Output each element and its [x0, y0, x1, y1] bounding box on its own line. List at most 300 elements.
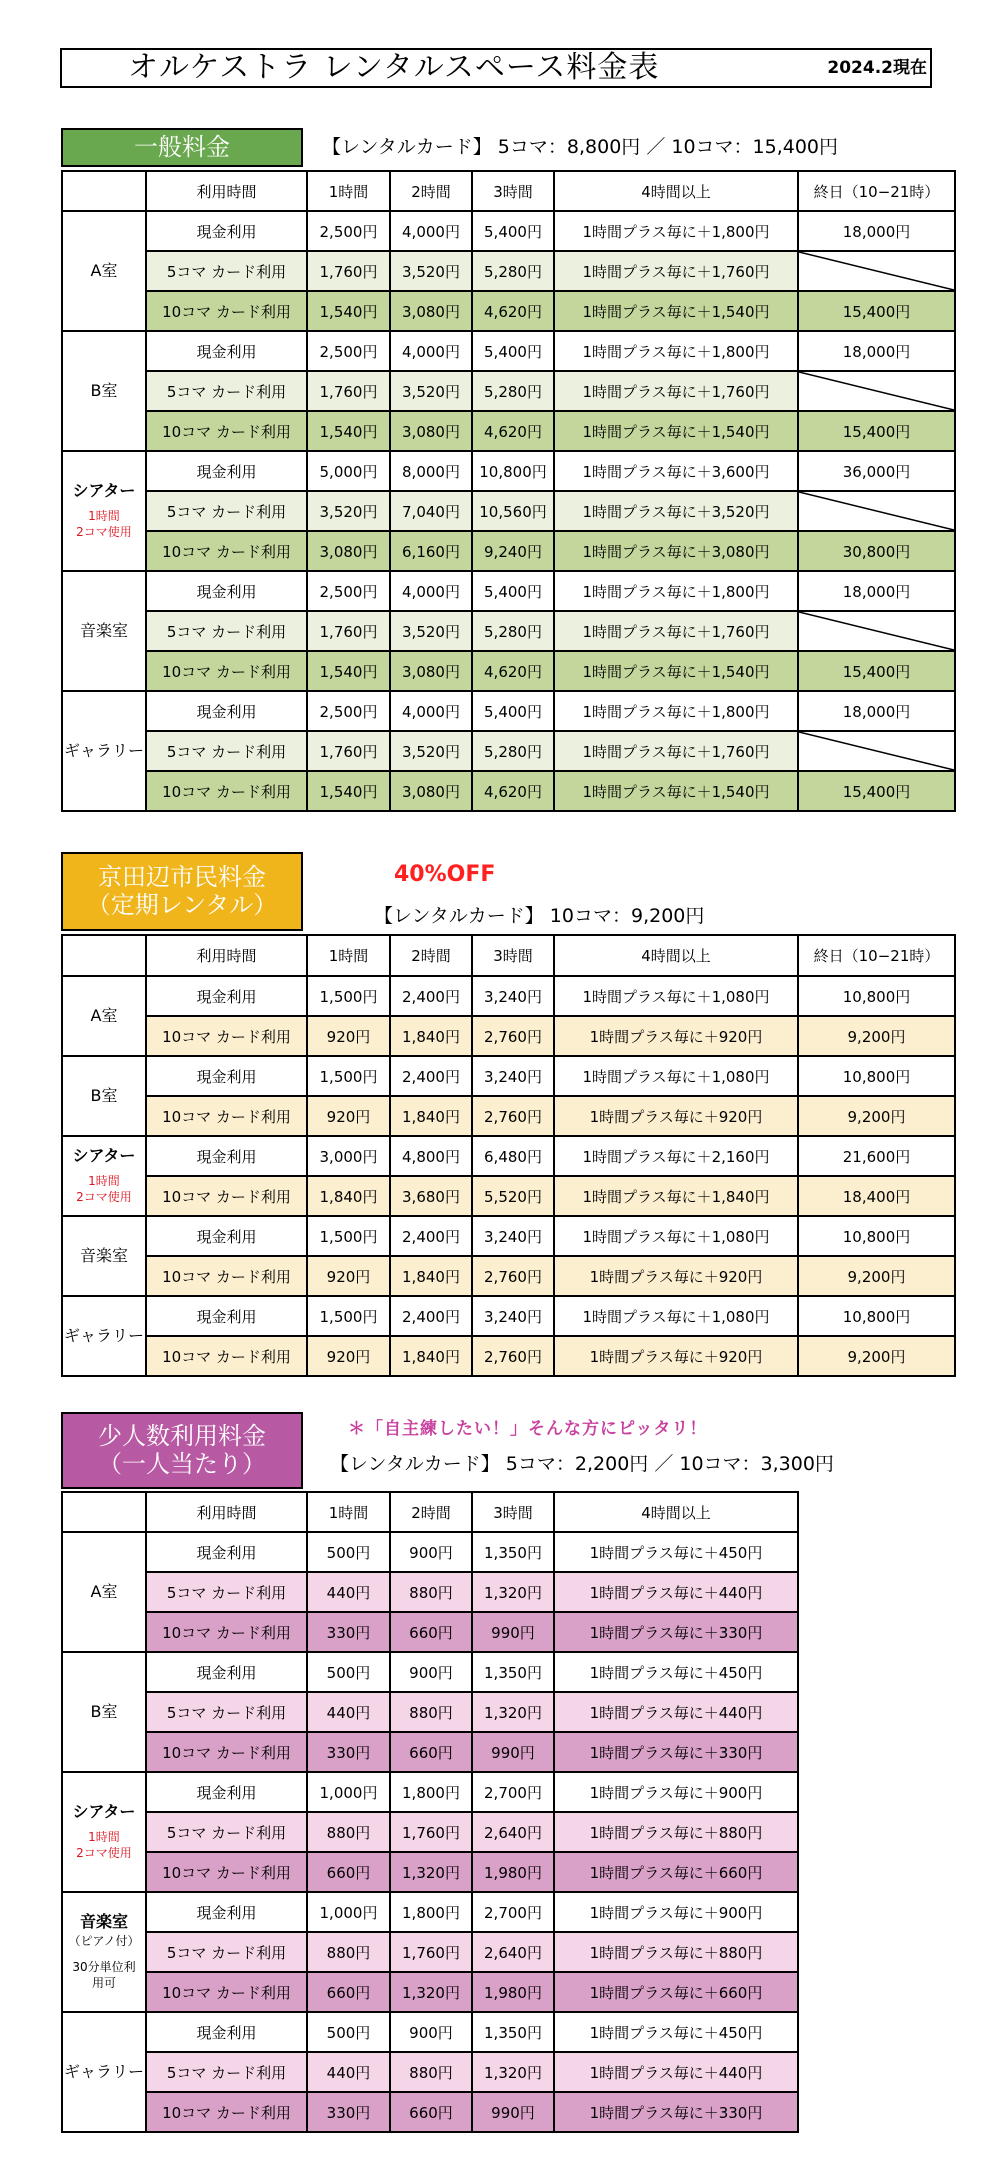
usage-type-cell: 10コマ カード利用	[146, 1852, 307, 1892]
price-cell: 990円	[472, 2092, 554, 2132]
price-cell: 1,320円	[472, 1572, 554, 1612]
usage-type-cell: 10コマ カード利用	[146, 1096, 307, 1136]
citizen-tag-line2: （定期レンタル）	[86, 890, 278, 919]
price-cell: 1時間プラス毎に＋1,840円	[554, 1176, 798, 1216]
room-name: 音楽室	[79, 1912, 128, 1932]
usage-type-cell: 現金利用	[146, 571, 307, 611]
price-cell: 3,240円	[472, 1056, 554, 1096]
price-cell: 1,840円	[307, 1176, 390, 1216]
usage-type-cell: 5コマ カード利用	[146, 1812, 307, 1852]
citizen-tag	[61, 852, 303, 931]
price-cell: 3,080円	[307, 531, 390, 571]
header-row	[62, 171, 955, 211]
price-cell: 1,760円	[307, 731, 390, 771]
small-tag	[61, 1412, 303, 1489]
usage-type-cell: 5コマ カード利用	[146, 1932, 307, 1972]
price-cell: 1時間プラス毎に＋900円	[554, 1772, 798, 1812]
price-cell: 330円	[307, 2092, 390, 2132]
price-cell: 3,080円	[390, 291, 472, 331]
table-row	[62, 976, 955, 1016]
date-label: 2024.2現在	[827, 58, 927, 78]
all-day-price-cell: 15,400円	[798, 651, 955, 691]
price-cell: 1時間プラス毎に＋440円	[554, 2052, 798, 2092]
price-cell: 440円	[307, 1572, 390, 1612]
usage-type-cell: 現金利用	[146, 1136, 307, 1176]
column-header: 3時間	[472, 935, 554, 976]
table-row	[62, 531, 955, 571]
room-name: シアター	[72, 1802, 136, 1822]
table-row	[62, 1336, 955, 1376]
room-name-cell	[62, 451, 146, 571]
price-cell: 5,400円	[472, 571, 554, 611]
room-subtitle: （ピアノ付）	[68, 1934, 140, 1949]
price-cell: 880円	[390, 1572, 472, 1612]
price-cell: 2,640円	[472, 1812, 554, 1852]
citizen-tag-line1: 京田辺市民料金	[98, 862, 266, 891]
price-cell: 2,760円	[472, 1336, 554, 1376]
price-cell: 3,520円	[390, 371, 472, 411]
all-day-not-available-cell	[798, 731, 955, 771]
price-cell: 4,000円	[390, 331, 472, 371]
price-cell: 1時間プラス毎に＋450円	[554, 2012, 798, 2052]
column-header: 4時間以上	[554, 1492, 798, 1532]
price-cell: 1時間プラス毎に＋330円	[554, 2092, 798, 2132]
price-cell: 2,760円	[472, 1016, 554, 1056]
price-cell: 2,640円	[472, 1932, 554, 1972]
price-cell: 1時間プラス毎に＋3,600円	[554, 451, 798, 491]
room-name-cell	[62, 571, 146, 691]
price-cell: 1,320円	[472, 2052, 554, 2092]
header-blank	[62, 935, 146, 976]
table-row	[62, 1972, 798, 2012]
price-cell: 1時間プラス毎に＋1,080円	[554, 976, 798, 1016]
room-name-cell	[62, 1892, 146, 2012]
price-cell: 3,520円	[390, 251, 472, 291]
price-cell: 1時間プラス毎に＋330円	[554, 1732, 798, 1772]
price-cell: 5,000円	[307, 451, 390, 491]
price-cell: 2,400円	[390, 1216, 472, 1256]
column-header: 2時間	[390, 171, 472, 211]
price-cell: 1時間プラス毎に＋1,540円	[554, 291, 798, 331]
all-day-price-cell: 15,400円	[798, 291, 955, 331]
room-name: B室	[90, 380, 118, 400]
price-cell: 1時間プラス毎に＋3,520円	[554, 491, 798, 531]
price-cell: 440円	[307, 2052, 390, 2092]
room-note: 1時間 2コマ使用	[76, 1830, 132, 1861]
table-row	[62, 1852, 798, 1892]
usage-type-cell: 10コマ カード利用	[146, 1336, 307, 1376]
table-row	[62, 1892, 798, 1932]
table-row	[62, 491, 955, 531]
table-row	[62, 1176, 955, 1216]
price-cell: 3,080円	[390, 771, 472, 811]
room-name: 音楽室	[79, 620, 128, 640]
citizen-card-line: 【レンタルカード】 10コマ：9,200円	[374, 905, 705, 927]
price-cell: 2,500円	[307, 211, 390, 251]
room-name-cell	[62, 1056, 146, 1136]
column-header: 1時間	[307, 171, 390, 211]
price-cell: 1時間プラス毎に＋1,760円	[554, 251, 798, 291]
all-day-price-cell: 21,600円	[798, 1136, 955, 1176]
usage-type-cell: 現金利用	[146, 2012, 307, 2052]
general-tag-label: 一般料金	[134, 132, 230, 161]
price-cell: 1時間プラス毎に＋1,800円	[554, 331, 798, 371]
price-cell: 1,350円	[472, 1532, 554, 1572]
table-row	[62, 1096, 955, 1136]
discount-label: 40%OFF	[394, 862, 496, 887]
price-cell: 1時間プラス毎に＋1,760円	[554, 731, 798, 771]
usage-type-cell: 10コマ カード利用	[146, 1176, 307, 1216]
table-row	[62, 2012, 798, 2052]
price-cell: 660円	[307, 1972, 390, 2012]
price-cell: 1時間プラス毎に＋450円	[554, 1652, 798, 1692]
price-cell: 1時間プラス毎に＋450円	[554, 1532, 798, 1572]
price-cell: 3,240円	[472, 1296, 554, 1336]
price-cell: 5,520円	[472, 1176, 554, 1216]
price-cell: 880円	[307, 1812, 390, 1852]
all-day-price-cell: 9,200円	[798, 1016, 955, 1056]
price-cell: 7,040円	[390, 491, 472, 531]
room-name: A室	[90, 260, 118, 280]
price-cell: 900円	[390, 1652, 472, 1692]
price-cell: 1,540円	[307, 291, 390, 331]
price-cell: 1時間プラス毎に＋660円	[554, 1972, 798, 2012]
column-header: 利用時間	[146, 935, 307, 976]
price-cell: 2,700円	[472, 1772, 554, 1812]
all-day-not-available-cell	[798, 251, 955, 291]
price-cell: 1,840円	[390, 1016, 472, 1056]
price-cell: 1,760円	[390, 1812, 472, 1852]
price-cell: 1時間プラス毎に＋1,760円	[554, 611, 798, 651]
table-row	[62, 731, 955, 771]
table-row	[62, 331, 955, 371]
price-cell: 5,280円	[472, 251, 554, 291]
price-cell: 2,760円	[472, 1256, 554, 1296]
table-row	[62, 291, 955, 331]
price-cell: 1時間プラス毎に＋920円	[554, 1096, 798, 1136]
usage-type-cell: 10コマ カード利用	[146, 411, 307, 451]
usage-type-cell: 5コマ カード利用	[146, 611, 307, 651]
price-cell: 2,400円	[390, 1296, 472, 1336]
price-cell: 3,000円	[307, 1136, 390, 1176]
price-cell: 660円	[390, 2092, 472, 2132]
room-name: 音楽室	[79, 1245, 128, 1265]
room-name: シアター	[72, 1146, 136, 1166]
usage-type-cell: 10コマ カード利用	[146, 531, 307, 571]
usage-type-cell: 現金利用	[146, 1056, 307, 1096]
table-row	[62, 1692, 798, 1732]
room-name-cell	[62, 976, 146, 1056]
citizen-table	[61, 934, 956, 1377]
price-cell: 1,800円	[390, 1772, 472, 1812]
price-cell: 1時間プラス毎に＋330円	[554, 1612, 798, 1652]
price-cell: 1,540円	[307, 411, 390, 451]
page-title: オルケストラ レンタルスペース料金表	[128, 50, 660, 85]
price-cell: 1時間プラス毎に＋880円	[554, 1932, 798, 1972]
usage-type-cell: 5コマ カード利用	[146, 731, 307, 771]
usage-type-cell: 10コマ カード利用	[146, 1016, 307, 1056]
price-cell: 3,520円	[390, 731, 472, 771]
price-cell: 10,800円	[472, 451, 554, 491]
room-name: ギャラリー	[63, 740, 144, 760]
room-name: シアター	[72, 481, 136, 501]
price-cell: 5,400円	[472, 331, 554, 371]
price-cell: 660円	[390, 1612, 472, 1652]
usage-type-cell: 10コマ カード利用	[146, 1256, 307, 1296]
table-row	[62, 211, 955, 251]
price-cell: 1,320円	[390, 1972, 472, 2012]
price-cell: 10,560円	[472, 491, 554, 531]
price-cell: 1時間プラス毎に＋1,080円	[554, 1216, 798, 1256]
room-name: ギャラリー	[63, 2061, 144, 2081]
price-cell: 1,350円	[472, 1652, 554, 1692]
table-row	[62, 1256, 955, 1296]
table-row	[62, 1532, 798, 1572]
price-cell: 4,000円	[390, 691, 472, 731]
price-cell: 1時間プラス毎に＋900円	[554, 1892, 798, 1932]
usage-type-cell: 10コマ カード利用	[146, 291, 307, 331]
price-cell: 440円	[307, 1692, 390, 1732]
room-name-cell	[62, 1296, 146, 1376]
column-header: 3時間	[472, 1492, 554, 1532]
all-day-price-cell: 15,400円	[798, 411, 955, 451]
usage-type-cell: 10コマ カード利用	[146, 2092, 307, 2132]
table-row	[62, 691, 955, 731]
price-cell: 1時間プラス毎に＋2,160円	[554, 1136, 798, 1176]
price-cell: 5,280円	[472, 611, 554, 651]
price-cell: 330円	[307, 1732, 390, 1772]
table-row	[62, 251, 955, 291]
price-cell: 2,500円	[307, 571, 390, 611]
price-cell: 1時間プラス毎に＋920円	[554, 1016, 798, 1056]
price-cell: 500円	[307, 1532, 390, 1572]
price-cell: 5,400円	[472, 691, 554, 731]
price-cell: 1,840円	[390, 1336, 472, 1376]
small-card-line: 【レンタルカード】 5コマ：2,200円 ／ 10コマ：3,300円	[330, 1453, 834, 1475]
room-name-cell	[62, 1216, 146, 1296]
price-cell: 1時間プラス毎に＋1,540円	[554, 651, 798, 691]
usage-type-cell: 現金利用	[146, 1216, 307, 1256]
price-cell: 1,540円	[307, 651, 390, 691]
price-cell: 2,760円	[472, 1096, 554, 1136]
usage-type-cell: 10コマ カード利用	[146, 771, 307, 811]
price-cell: 1時間プラス毎に＋880円	[554, 1812, 798, 1852]
price-cell: 1時間プラス毎に＋1,540円	[554, 411, 798, 451]
table-row	[62, 1056, 955, 1096]
price-cell: 6,160円	[390, 531, 472, 571]
general-tag	[61, 128, 303, 167]
table-row	[62, 1772, 798, 1812]
all-day-price-cell: 10,800円	[798, 1296, 955, 1336]
usage-type-cell: 現金利用	[146, 211, 307, 251]
price-cell: 2,700円	[472, 1892, 554, 1932]
price-cell: 1時間プラス毎に＋1,540円	[554, 771, 798, 811]
price-cell: 1,760円	[307, 251, 390, 291]
usage-type-cell: 5コマ カード利用	[146, 251, 307, 291]
price-cell: 1,000円	[307, 1772, 390, 1812]
header-blank	[62, 171, 146, 211]
table-row	[62, 2092, 798, 2132]
price-cell: 1時間プラス毎に＋440円	[554, 1692, 798, 1732]
column-header: 利用時間	[146, 171, 307, 211]
small-table	[61, 1491, 799, 2133]
general-table	[61, 170, 956, 812]
room-name: B室	[90, 1085, 118, 1105]
price-cell: 1,500円	[307, 1296, 390, 1336]
price-cell: 4,620円	[472, 771, 554, 811]
price-cell: 9,240円	[472, 531, 554, 571]
price-cell: 900円	[390, 2012, 472, 2052]
usage-type-cell: 10コマ カード利用	[146, 1732, 307, 1772]
all-day-not-available-cell	[798, 611, 955, 651]
usage-type-cell: 5コマ カード利用	[146, 1692, 307, 1732]
all-day-price-cell: 18,400円	[798, 1176, 955, 1216]
price-cell: 920円	[307, 1016, 390, 1056]
all-day-price-cell: 10,800円	[798, 1056, 955, 1096]
price-cell: 1時間プラス毎に＋920円	[554, 1336, 798, 1376]
all-day-price-cell: 9,200円	[798, 1336, 955, 1376]
all-day-not-available-cell	[798, 491, 955, 531]
all-day-price-cell: 36,000円	[798, 451, 955, 491]
price-cell: 1,980円	[472, 1972, 554, 2012]
room-name-cell	[62, 1136, 146, 1216]
room-name-cell	[62, 211, 146, 331]
table-row	[62, 1932, 798, 1972]
column-header: 3時間	[472, 171, 554, 211]
room-name-cell	[62, 1652, 146, 1772]
price-cell: 1,760円	[307, 611, 390, 651]
price-cell: 3,520円	[307, 491, 390, 531]
table-row	[62, 371, 955, 411]
price-cell: 2,400円	[390, 976, 472, 1016]
price-cell: 1,500円	[307, 1216, 390, 1256]
room-name-cell	[62, 331, 146, 451]
price-cell: 4,620円	[472, 291, 554, 331]
column-header: 2時間	[390, 1492, 472, 1532]
column-header: 終日（10−21時）	[798, 171, 955, 211]
price-cell: 920円	[307, 1256, 390, 1296]
usage-type-cell: 現金利用	[146, 976, 307, 1016]
table-row	[62, 1652, 798, 1692]
price-cell: 1,840円	[390, 1256, 472, 1296]
room-name-cell	[62, 1772, 146, 1892]
price-cell: 920円	[307, 1096, 390, 1136]
room-note: 1時間 2コマ使用	[76, 1174, 132, 1205]
usage-type-cell: 現金利用	[146, 1892, 307, 1932]
usage-type-cell: 5コマ カード利用	[146, 491, 307, 531]
usage-type-cell: 10コマ カード利用	[146, 1972, 307, 2012]
price-cell: 880円	[390, 1692, 472, 1732]
price-cell: 330円	[307, 1612, 390, 1652]
table-row	[62, 1612, 798, 1652]
room-name-cell	[62, 2012, 146, 2132]
column-header: 4時間以上	[554, 935, 798, 976]
price-cell: 1時間プラス毎に＋3,080円	[554, 531, 798, 571]
price-cell: 1,760円	[390, 1932, 472, 1972]
price-cell: 5,280円	[472, 371, 554, 411]
column-header: 終日（10−21時）	[798, 935, 955, 976]
price-cell: 500円	[307, 1652, 390, 1692]
price-cell: 880円	[307, 1932, 390, 1972]
general-card-line: 【レンタルカード】 5コマ：8,800円 ／ 10コマ：15,400円	[322, 136, 839, 158]
room-name: A室	[90, 1005, 118, 1025]
price-cell: 500円	[307, 2012, 390, 2052]
price-cell: 5,400円	[472, 211, 554, 251]
table-row	[62, 651, 955, 691]
all-day-price-cell: 18,000円	[798, 691, 955, 731]
room-name: B室	[90, 1701, 118, 1721]
price-cell: 1,320円	[390, 1852, 472, 1892]
usage-type-cell: 現金利用	[146, 1772, 307, 1812]
all-day-price-cell: 9,200円	[798, 1256, 955, 1296]
price-cell: 5,280円	[472, 731, 554, 771]
price-cell: 1,540円	[307, 771, 390, 811]
price-cell: 3,240円	[472, 1216, 554, 1256]
small-tag-line2: （一人当たり）	[98, 1449, 266, 1478]
price-cell: 660円	[390, 1732, 472, 1772]
price-cell: 1時間プラス毎に＋660円	[554, 1852, 798, 1892]
all-day-price-cell: 18,000円	[798, 571, 955, 611]
usage-type-cell: 5コマ カード利用	[146, 1572, 307, 1612]
price-cell: 1時間プラス毎に＋920円	[554, 1256, 798, 1296]
price-cell: 1,500円	[307, 976, 390, 1016]
price-cell: 4,620円	[472, 411, 554, 451]
price-cell: 3,080円	[390, 411, 472, 451]
table-row	[62, 411, 955, 451]
price-cell: 4,620円	[472, 651, 554, 691]
price-cell: 1,760円	[307, 371, 390, 411]
price-cell: 880円	[390, 2052, 472, 2092]
column-header: 1時間	[307, 1492, 390, 1532]
usage-type-cell: 現金利用	[146, 331, 307, 371]
header-row	[62, 935, 955, 976]
room-note: 30分単位利 用可	[72, 1960, 136, 1991]
price-cell: 3,520円	[390, 611, 472, 651]
all-day-price-cell: 18,000円	[798, 211, 955, 251]
price-cell: 3,680円	[390, 1176, 472, 1216]
room-note: 1時間 2コマ使用	[76, 509, 132, 540]
header-row	[62, 1492, 798, 1532]
all-day-price-cell: 15,400円	[798, 771, 955, 811]
table-row	[62, 1216, 955, 1256]
room-name: A室	[90, 1581, 118, 1601]
column-header: 2時間	[390, 935, 472, 976]
price-cell: 3,240円	[472, 976, 554, 1016]
price-cell: 990円	[472, 1612, 554, 1652]
price-cell: 3,080円	[390, 651, 472, 691]
column-header: 利用時間	[146, 1492, 307, 1532]
price-cell: 1時間プラス毎に＋1,080円	[554, 1056, 798, 1096]
table-row	[62, 1296, 955, 1336]
all-day-price-cell: 10,800円	[798, 1216, 955, 1256]
price-cell: 6,480円	[472, 1136, 554, 1176]
table-row	[62, 1016, 955, 1056]
usage-type-cell: 現金利用	[146, 1296, 307, 1336]
price-cell: 4,000円	[390, 211, 472, 251]
price-cell: 1,320円	[472, 1692, 554, 1732]
header-blank	[62, 1492, 146, 1532]
table-row	[62, 611, 955, 651]
price-cell: 660円	[307, 1852, 390, 1892]
price-cell: 2,400円	[390, 1056, 472, 1096]
column-header: 4時間以上	[554, 171, 798, 211]
table-row	[62, 2052, 798, 2092]
slogan: ＊「自主練したい！」そんな方にピッタリ！	[348, 1419, 708, 1439]
table-row	[62, 451, 955, 491]
usage-type-cell: 現金利用	[146, 1652, 307, 1692]
usage-type-cell: 10コマ カード利用	[146, 1612, 307, 1652]
all-day-price-cell: 9,200円	[798, 1096, 955, 1136]
